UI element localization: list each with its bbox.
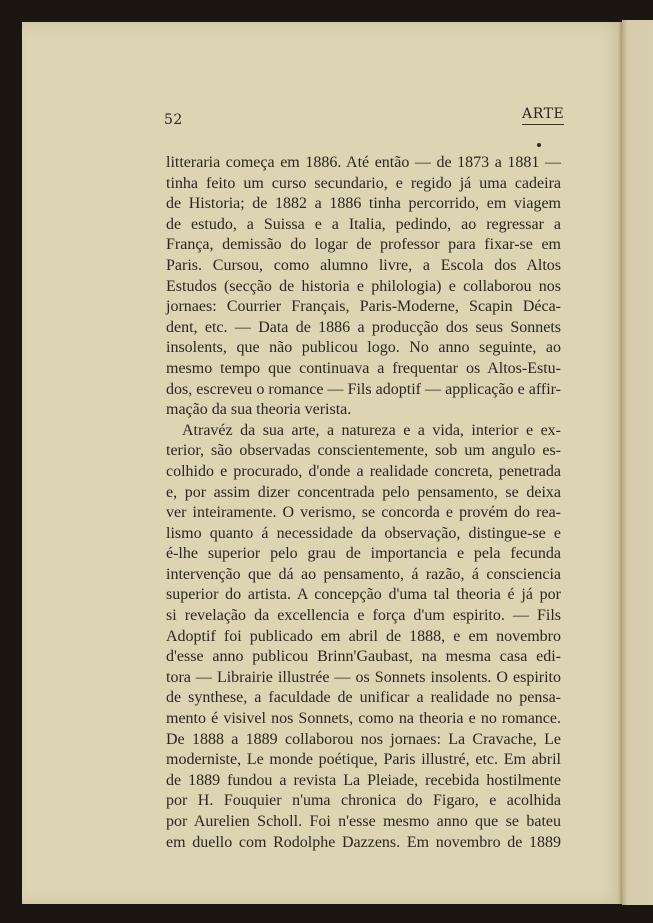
running-head: ARTE [522, 106, 564, 125]
text-line: insolents, que não publicou logo. No anno seguinte, ao [166, 339, 561, 357]
body-text [166, 153, 561, 853]
text-line: de 1889 fundou a revista La Pleiade, recebida hostilmente [166, 771, 561, 789]
text-line: colhido e procurado, d'onde a realidade concreta, penetrada [166, 462, 561, 480]
text-line: Paris. Cursou, como alumno livre, a Escola dos Altos [166, 256, 561, 274]
text-line: intervenção que dá ao pensamento, á razão, á consciencia [166, 565, 561, 583]
text-line: ver inteiramente. O verismo, se concorda e provém do rea- [166, 504, 561, 522]
text-line: dent, etc. — Data de 1886 a producção dos seus Sonnets [166, 318, 561, 336]
page-number: 52 [164, 112, 183, 128]
text-line: Adoptif foi publicado em abril de 1888, e em novembro [166, 627, 561, 645]
text-line: de synthese, a faculdade de unificar a realidade no pensa- [166, 689, 561, 707]
ink-speck [537, 143, 541, 147]
text-line: de estudo, a Suissa e a Italia, pedindo, ao regressar a [166, 215, 561, 233]
text-line: lismo quanto á necessidade da observação, distingue-se e [166, 524, 561, 542]
facing-page-edge [622, 20, 653, 905]
text-line: tinha feito um curso secundario, e regido já uma cadeira [166, 174, 561, 192]
text-line: Estudos (secção de historia e philologia) e collaborou nos [166, 277, 561, 295]
text-line: por Aurelien Scholl. Foi n'esse mesmo anno que se bateu [166, 813, 561, 830]
text-line: mesmo tempo que continuava a frequentar os Altos-Estu- [166, 359, 561, 377]
text-line: terior, são observadas conscientemente, sob um angulo es- [166, 442, 561, 460]
text-line: tora — Librairie illustrée — os Sonnets insolents. O espirito [166, 668, 561, 686]
text-line: mento é visivel nos Sonnets, como na theoria e no romance. [166, 710, 561, 728]
text-line: por H. Fouquier n'uma chronica do Figaro, e acolhida [166, 792, 561, 810]
text-line: si revelação da excellencia e força d'um espirito. — Fils [166, 607, 561, 625]
text-line: De 1888 a 1889 collaborou nos jornaes: La Cravache, Le [166, 730, 561, 748]
paragraph-end-line: mação da sua theoria verista. [166, 401, 352, 419]
text-line: litteraria começa em 1886. Até então — de 1873 a 1881 — [166, 154, 561, 171]
text-line: jornaes: Courrier Français, Paris-Moderne, Scapin Déca- [166, 298, 561, 316]
text-line: é-lhe superior pelo grau de importancia e pela fecunda [166, 545, 561, 563]
text-line: d'esse anno publicou Brinn'Gaubast, na mesma casa edi- [166, 648, 561, 666]
paragraph-start-line: Atravéz da sua arte, a natureza e a vida, interior e ex- [182, 421, 561, 439]
text-line: em duello com Rodolphe Dazzens. Em novembro de 1889 [166, 833, 561, 851]
text-line: de Historia; de 1882 a 1886 tinha percorrido, em viagem [166, 195, 561, 213]
text-line: e, por assim dizer concentrada pelo pensamento, se deixa [166, 483, 561, 501]
text-line: França, demissão do logar de professor para fixar-se em [166, 236, 561, 254]
text-line: superior do artista. A concepção d'uma tal theoria é já por [166, 586, 561, 604]
text-line: moderniste, Le monde poétique, Paris illustré, etc. Em abril [166, 751, 561, 769]
text-line: dos, escreveu o romance — Fils adoptif — applicação e affir- [166, 380, 561, 398]
